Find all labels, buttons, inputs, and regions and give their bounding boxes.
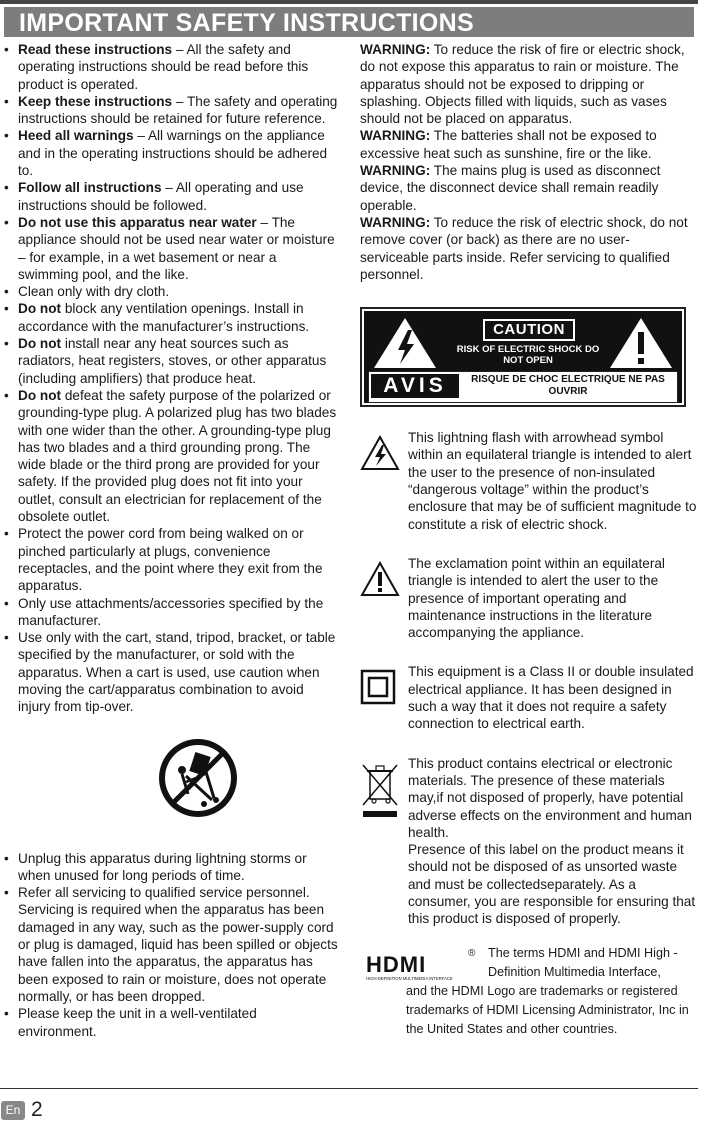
footer-rule xyxy=(0,1088,698,1089)
page-title: IMPORTANT SAFETY INSTRUCTIONS xyxy=(19,9,475,37)
symbol-weee-block xyxy=(360,755,698,928)
caution-label-box xyxy=(360,307,686,407)
warning-paragraph: WARNING: The mains plug is used as disconnect device, the disconnect device shall remain readily operable. xyxy=(360,163,661,213)
list-item: • Keep these instructions – The safety and operating instructions should be retained for future reference. xyxy=(4,93,338,128)
list-item: • Protect the power cord from being walked on or pinched particularly at plugs, convenience receptacles, and the point where they exit from the apparatus. xyxy=(4,525,338,594)
list-item: • Please keep the unit in a well-ventilated environment. xyxy=(4,1005,338,1040)
instruction-list-top xyxy=(4,41,338,716)
list-item: • Clean only with dry cloth. xyxy=(4,283,338,300)
hdmi-trademark-block xyxy=(360,944,698,1036)
warning-paragraph: WARNING: The batteries shall not be exposed to excessive heat such as sunshine, fire or the like. xyxy=(360,128,657,161)
left-column xyxy=(4,41,338,1040)
hdmi-text-1: The terms HDMI and HDMI High -Definition Multimedia Interface, xyxy=(488,945,678,979)
symbol-description: This lightning flash with arrowhead symbol within an equilateral triangle is intended to alert the user to the presence of non-insulated “dangerous voltage” within the product’s enclosure that may be of sufficient magnitude to constitute a risk of electric shock. xyxy=(408,430,697,532)
svg-text:HIGH-DEFINITION MULTIMEDIA INT: HIGH-DEFINITION MULTIMEDIA INTERFACE xyxy=(366,975,453,981)
registered-mark: ® xyxy=(468,947,476,959)
symbol-class-ii-block xyxy=(360,663,698,732)
symbol-description: The exclamation point within an equilateral triangle is intended to alert the user to the presence of important operating and maintenance instructions in the literature accompanying the appliance. xyxy=(408,555,665,641)
exclamation-triangle-icon xyxy=(608,316,674,370)
list-item: • Do not block any ventilation openings. Install in accordance with the manufacturer’s instructions. xyxy=(4,300,338,335)
avis-row xyxy=(368,371,678,403)
list-item: • Do not install near any heat sources such as radiators, heat registers, stoves, or other apparatus (including amplifiers) that produce heat. xyxy=(4,335,338,387)
list-item: • Use only with the cart, stand, tripod, bracket, or table specified by the manufacturer, or sold with the apparatus. When a cart is used, use caution when moving the cart/apparatus combination to avoid injury from tip-over. xyxy=(4,629,338,715)
symbol-lightning-block xyxy=(360,429,698,533)
symbol-description: This equipment is a Class II or double insulated electrical appliance. It has been designed in such a way that it does not require a safety connection to electrical earth. xyxy=(408,664,694,732)
list-item: • Do not defeat the safety purpose of the polarized or grounding-type plug. A polarized plug has two blades with one wider than the other. A grounding-type plug has two blades and a third grounding prong. The wide blade or the third prong are provided for your safety. If the provided plug does not fit into your outlet, consult an electrician for replacement of the obsolete outlet. xyxy=(4,387,338,525)
warning-paragraph: WARNING: To reduce the risk of fire or electric shock, do not expose this apparatus to rain or moisture. The apparatus should not be exposed to dripping or splashing. Objects filled with liquids, such as vases should not be placed on apparatus. xyxy=(360,42,685,127)
lightning-triangle-icon xyxy=(360,435,400,471)
list-item: • Do not use this apparatus near water – The appliance should not be used near water or moisture – for example, in a wet basement or near a swimming pool, and the like. xyxy=(4,214,338,283)
section-header xyxy=(4,7,694,37)
caution-subtext: RISK OF ELECTRIC SHOCK DO NOT OPEN xyxy=(456,344,600,367)
cart-warning-figure xyxy=(4,716,338,850)
right-column xyxy=(360,41,698,1036)
caution-label: CAUTION xyxy=(483,319,575,341)
symbol-exclamation-block xyxy=(360,555,698,641)
avis-label: AVIS xyxy=(371,374,459,398)
list-item: • Follow all instructions – All operating and use instructions should be followed. xyxy=(4,179,338,214)
list-item: • Read these instructions – All the safety and operating instructions should be read before this product is operated. xyxy=(4,41,338,93)
weee-bin-icon xyxy=(360,761,400,821)
instruction-list-bottom xyxy=(4,850,338,1040)
list-item: • Only use attachments/accessories specified by the manufacturer. xyxy=(4,595,338,630)
list-item: • Unplug this apparatus during lightning storms or when unused for long periods of time. xyxy=(4,850,338,885)
lightning-triangle-icon xyxy=(372,316,438,370)
symbol-description: This product contains electrical or electronic materials. The presence of these materials may,if not disposed of properly, have potential adverse effects on the environment and human health. Presence of this label on the product means it should not be disposed of as unsorted waste and must be collectedseparately. As a consumer, you are responsible for ensuring that this product is disposed of properly. xyxy=(408,755,696,927)
class-ii-icon xyxy=(360,669,396,705)
warnings-block xyxy=(360,41,698,283)
warning-paragraph: WARNING: To reduce the risk of electric shock, do not remove cover (or back) as there are no user-serviceable parts inside. Refer servicing to qualified personnel. xyxy=(360,214,688,282)
list-item: • Heed all warnings – All warnings on the appliance and in the operating instructions should be adhered to. xyxy=(4,127,338,179)
page-number: 2 xyxy=(31,1098,43,1121)
avis-subtext: RISQUE DE CHOC ELECTRIQUE NE PAS OUVRIR xyxy=(471,374,665,398)
cart-tipover-icon xyxy=(156,736,240,820)
hdmi-logo-icon xyxy=(364,952,468,982)
list-item: • Refer all servicing to qualified service personnel. Servicing is required when the apparatus has been damaged in any way, such as the power-supply cord or plug is damaged, liquid has been spilled or objects have fallen into the apparatus, the apparatus has been exposed to rain or moisture, does not operate normally, or has been dropped. xyxy=(4,884,338,1005)
exclamation-triangle-icon xyxy=(360,561,400,597)
top-rule xyxy=(0,0,698,4)
caution-panel xyxy=(364,311,682,403)
hdmi-text-2: and the HDMI Logo are trademarks or registered trademarks of HDMI Licensing Administrator, Inc in the United States and other countries. xyxy=(406,983,689,1036)
language-badge: En xyxy=(1,1101,25,1120)
svg-text:HDMI: HDMI xyxy=(366,951,427,977)
